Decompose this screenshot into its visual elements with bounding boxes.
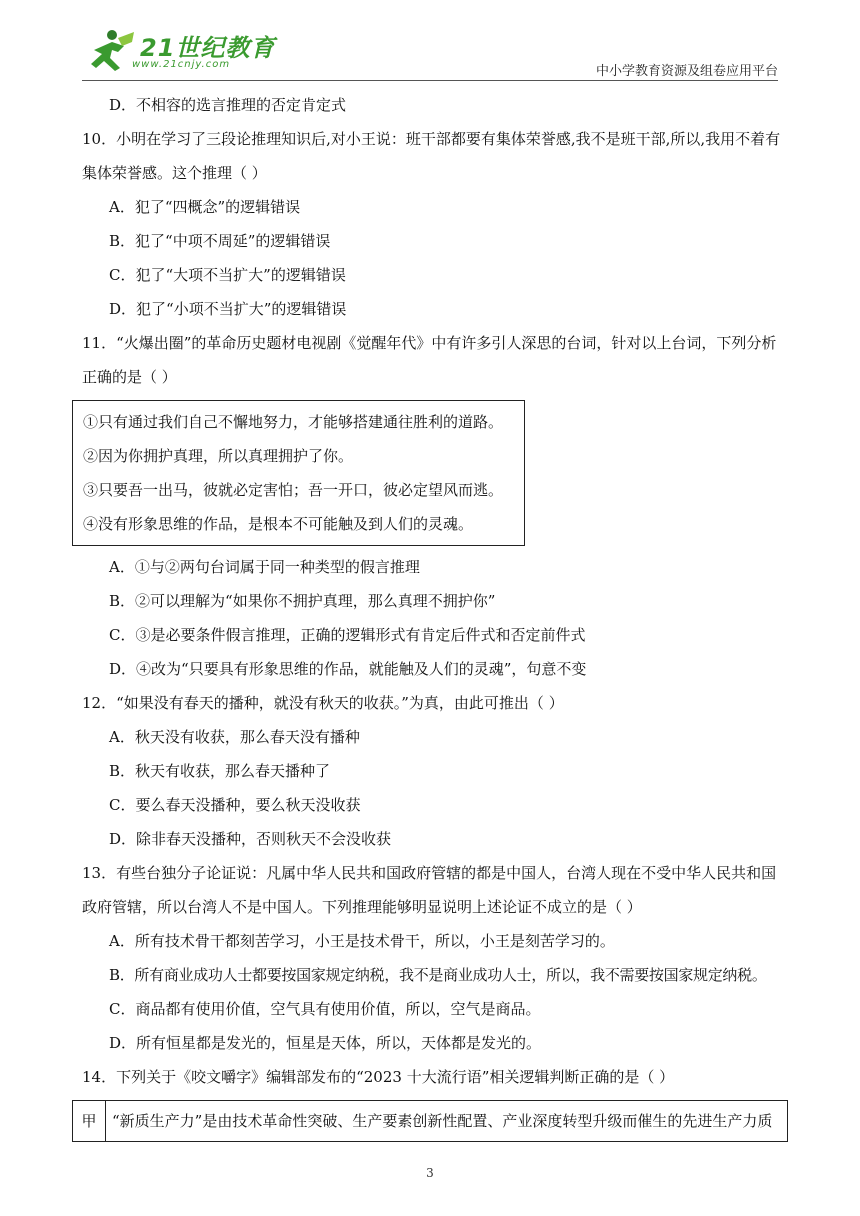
question-11: [82, 326, 788, 686]
runner-logo-icon: [82, 28, 138, 74]
page-header: [0, 0, 860, 88]
q11-option-c: C．③是必要条件假言推理，正确的逻辑形式有肯定后件式和否定前件式: [109, 626, 586, 644]
page-number: 3: [426, 1166, 434, 1180]
question-13: [82, 856, 788, 1060]
q11-quote-3: ③只要吾一出马，彼就必定害怕；吾一开口，彼必定望风而逃。: [83, 481, 504, 499]
q12-option-b: B．秋天有收获，那么春天播种了: [109, 762, 331, 780]
q11-stem-line-1: 11．“火爆出圈”的革命历史题材电视剧《觉醒年代》中有许多引人深思的台词，针对以上台词，下列分析: [82, 334, 777, 352]
q11-option-b: B．②可以理解为“如果你不拥护真理，那么真理不拥护你”: [109, 592, 496, 610]
logo-title: 21世纪教育: [140, 34, 276, 62]
q10-stem-line-1: 10．小明在学习了三段论推理知识后,对小王说：班干部都要有集体荣誉感,我不是班干部,所以,我用不着有: [82, 130, 781, 148]
q12-stem: 12．“如果没有春天的播种，就没有秋天的收获。”为真，由此可推出（ ）: [82, 694, 564, 712]
logo-url: www.21cnjy.com: [132, 59, 231, 70]
question-12: [82, 686, 788, 856]
q11-option-d: D．④改为“只要具有形象思维的作品，就能触及人们的灵魂”，句意不变: [109, 660, 587, 678]
q14-table: [72, 1100, 788, 1142]
header-divider: [82, 80, 778, 81]
q10-option-d: D．犯了“小项不当扩大”的逻辑错误: [109, 300, 347, 318]
q11-quote-box: [72, 400, 525, 546]
q13-stem-line-2: 政府管辖，所以台湾人不是中国人。下列推理能够明显说明上述论证不成立的是（ ）: [82, 898, 642, 916]
q9-option-d: D．不相容的选言推理的否定肯定式: [109, 96, 347, 114]
q14-row-text: “新质生产力”是由技术革命性突破、生产要素创新性配置、产业深度转型升级而催生的先进生产力质: [106, 1101, 788, 1142]
q13-option-a: A．所有技术骨干都刻苦学习，小王是技术骨干，所以，小王是刻苦学习的。: [109, 932, 615, 950]
platform-name: 中小学教育资源及组卷应用平台: [595, 64, 778, 79]
q13-option-b: B．所有商业成功人士都要按国家规定纳税，我不是商业成功人士，所以，我不需要按国家规定纳税。: [109, 966, 767, 984]
table-row: [73, 1101, 788, 1142]
q10-option-a: A．犯了“四概念”的逻辑错误: [109, 198, 301, 216]
q14-row-label: 甲: [73, 1101, 106, 1142]
q11-quote-2: ②因为你拥护真理，所以真理拥护了你。: [83, 447, 354, 465]
q14-stem: 14．下列关于《咬文嚼字》编辑部发布的“2023 十大流行语”相关逻辑判断正确的是（ ）: [82, 1068, 675, 1086]
q11-stem-line-2: 正确的是（ ）: [82, 368, 177, 386]
q11-quote-1: ①只有通过我们自己不懈地努力，才能够搭建通往胜利的道路。: [83, 413, 504, 431]
q12-option-c: C．要么春天没播种，要么秋天没收获: [109, 796, 361, 814]
q13-option-c: C．商品都有使用价值，空气具有使用价值，所以，空气是商品。: [109, 1000, 541, 1018]
question-14: [82, 1060, 788, 1142]
site-logo[interactable]: [82, 28, 282, 78]
q13-stem-line-1: 13．有些台独分子论证说：凡属中华人民共和国政府管辖的都是中国人，台湾人现在不受中华人民共和国: [82, 864, 777, 882]
q12-option-a: A．秋天没有收获，那么春天没有播种: [109, 728, 360, 746]
q12-option-d: D．除非春天没播种，否则秋天不会没收获: [109, 830, 392, 848]
q11-quote-4: ④没有形象思维的作品，是根本不可能触及到人们的灵魂。: [83, 515, 474, 533]
question-10: [82, 122, 788, 326]
q10-option-c: C．犯了“大项不当扩大”的逻辑错误: [109, 266, 346, 284]
q10-stem-line-2: 集体荣誉感。这个推理（ ）: [82, 164, 267, 182]
q13-option-d: D．所有恒星都是发光的，恒星是天体，所以，天体都是发光的。: [109, 1034, 542, 1052]
question-content: [82, 88, 788, 1142]
q10-option-b: B．犯了“中项不周延”的逻辑错误: [109, 232, 331, 250]
q11-option-a: A．①与②两句台词属于同一种类型的假言推理: [109, 558, 420, 576]
